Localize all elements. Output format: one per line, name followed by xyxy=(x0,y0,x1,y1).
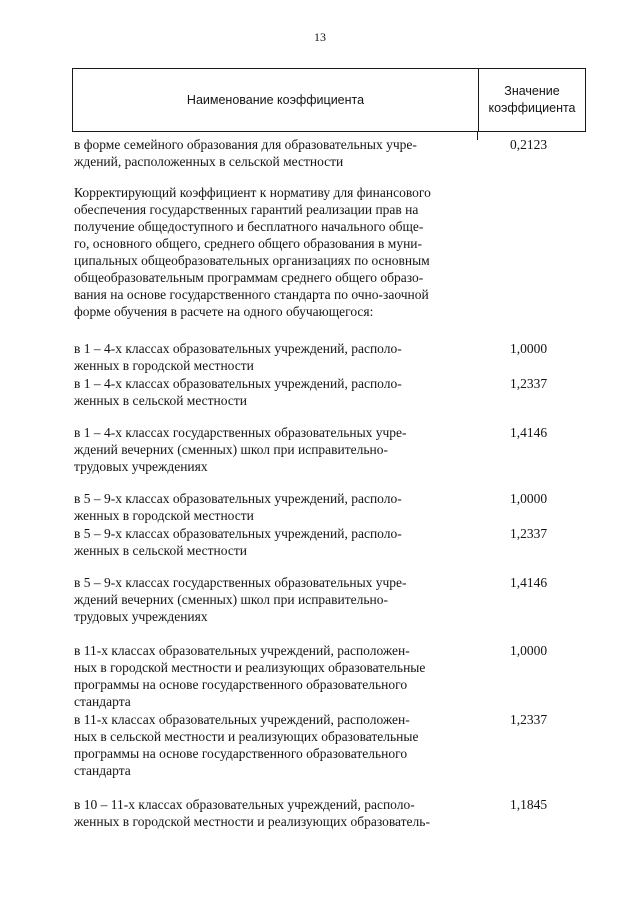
row-value: 1,4146 xyxy=(510,425,548,440)
page-number: 13 xyxy=(314,30,326,44)
row-text: в форме семейного образования для образовательных учре- ждений, расположенных в сельской местности xyxy=(74,137,417,169)
row-text: Корректирующий коэффициент к нормативу для финансового обеспечения государственных гарантий реализации прав на получение общедоступного и бесплатного начального обще- го, основного общего, среднего общего образования в муни- ципальных общеобразовательных организациях по основным общеобразовательным программам среднего общего образо- вания на основе государственного стандарта по очно-заочной форме обучения в расчете на одного обучающегося: xyxy=(74,185,431,319)
row-value: 1,4146 xyxy=(510,575,548,590)
column-header-value-text: Значение коэффициента xyxy=(488,84,576,115)
row-text: в 1 – 4-х классах образовательных учреждений, располо- женных в сельской местности xyxy=(74,376,402,408)
column-header-value xyxy=(479,69,585,131)
row-value: 1,2337 xyxy=(510,526,548,541)
row-value: 0,2123 xyxy=(510,137,548,152)
row-text: в 5 – 9-х классах образовательных учреждений, располо- женных в городской местности xyxy=(74,491,402,523)
row-value: 1,2337 xyxy=(510,376,548,391)
row-text: в 5 – 9-х классах образовательных учреждений, располо- женных в сельской местности xyxy=(74,526,402,558)
row-text: в 10 – 11-х классах образовательных учреждений, располо- женных в городской местности и реализующих образователь- xyxy=(74,797,430,829)
row-value: 1,0000 xyxy=(510,491,548,506)
row-text: в 11-х классах образовательных учреждений, расположен- ных в сельской местности и реализующих образовательные программы на основе государственного образовательного стандарта xyxy=(74,712,419,778)
column-divider-stub xyxy=(477,132,478,140)
row-text: в 11-х классах образовательных учреждений, расположен- ных в городской местности и реализующих образовательные программы на основе государственного образовательного стандарта xyxy=(74,643,426,709)
row-text: в 1 – 4-х классах образовательных учреждений, располо- женных в городской местности xyxy=(74,341,402,373)
row-text: в 5 – 9-х классах государственных образовательных учре- ждений вечерних (сменных) школ при исправительно- трудовых учреждениях xyxy=(74,575,407,624)
column-header-name: Наименование коэффициента xyxy=(186,93,365,107)
row-value: 1,2337 xyxy=(510,712,548,727)
table-header xyxy=(72,68,586,132)
row-value: 1,0000 xyxy=(510,341,548,356)
row-text: в 1 – 4-х классах государственных образовательных учре- ждений вечерних (сменных) школ при исправительно- трудовых учреждениях xyxy=(74,425,407,474)
row-value: 1,0000 xyxy=(510,643,548,658)
row-value: 1,1845 xyxy=(510,797,548,812)
